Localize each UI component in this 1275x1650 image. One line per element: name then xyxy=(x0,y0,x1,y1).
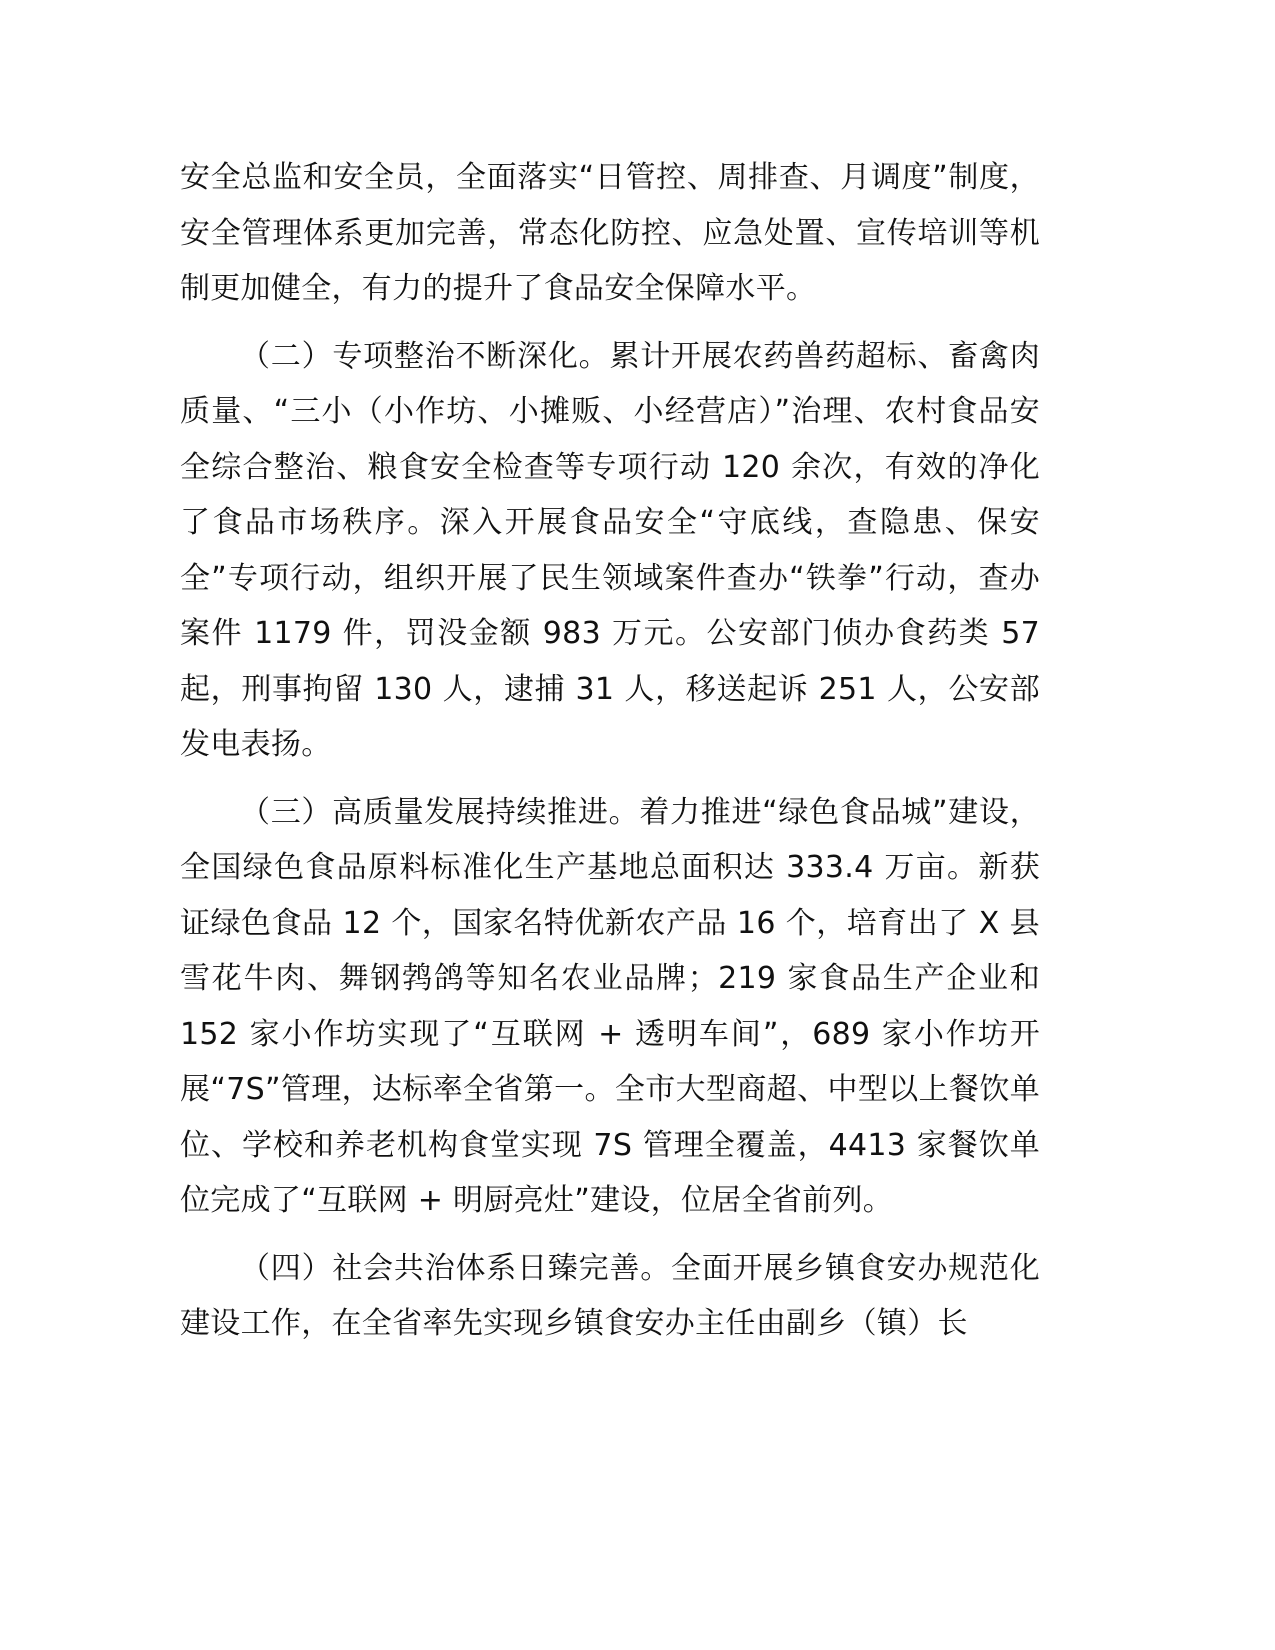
paragraph-text: 着力推进“绿色食品城”建设，全国绿色食品原料标准化生产基地总面积达 333.4 万亩。新获证绿色食品 12 个，国家名特优新农产品 16 个，培育出了 X 县雪花牛肉、舞钢鹁鸽等知名农业品牌；219 家食品生产企业和 152 家小作坊实现了“互联网 + 透明车间”，689 家小作坊开展“7S”管理，达标率全省第一。全市大型商超、中型以上餐饮单位、学校和养老机构食堂实现 7S 管理全覆盖，4413 家餐饮单位完成了“互联网 + 明厨亮灶”建设，位居全省前列。 xyxy=(180,794,1040,1218)
section-heading-4: （四）社会共治体系日臻完善。 xyxy=(240,1250,672,1286)
section-heading-2: （二）专项整治不断深化。 xyxy=(240,338,610,374)
paragraph-text: 累计开展农药兽药超标、畜禽肉质量、“三小（小作坊、小摊贩、小经营店）”治理、农村食品安全综合整治、粮食安全检查等专项行动 120 余次，有效的净化了食品市场秩序。深入开展食品安全“守底线，查隐患、保安全”专项行动，组织开展了民生领域案件查办“铁拳”行动，查办案件 1179 件，罚没金额 983 万元。公安部门侦办食药类 57 起，刑事拘留 130 人，逮捕 31 人，移送起诉 251 人，公安部发电表扬。 xyxy=(180,338,1040,762)
paragraph-social-governance xyxy=(180,1241,1040,1352)
paragraph-safety-management xyxy=(180,150,1040,317)
document-body xyxy=(180,150,1040,1364)
paragraph-text: 安全总监和安全员，全面落实“日管控、周排查、月调度”制度，安全管理体系更加完善，常态化防控、应急处置、宣传培训等机制更加健全，有力的提升了食品安全保障水平。 xyxy=(180,160,1040,306)
paragraph-quality-development xyxy=(180,785,1040,1229)
paragraph-special-rectification xyxy=(180,329,1040,773)
paragraph-text: 全面开展乡镇食安办规范化建设工作，在全省率先实现乡镇食安办主任由副乡（镇）长 xyxy=(180,1250,1040,1341)
section-heading-3: （三）高质量发展持续推进。 xyxy=(240,794,640,830)
